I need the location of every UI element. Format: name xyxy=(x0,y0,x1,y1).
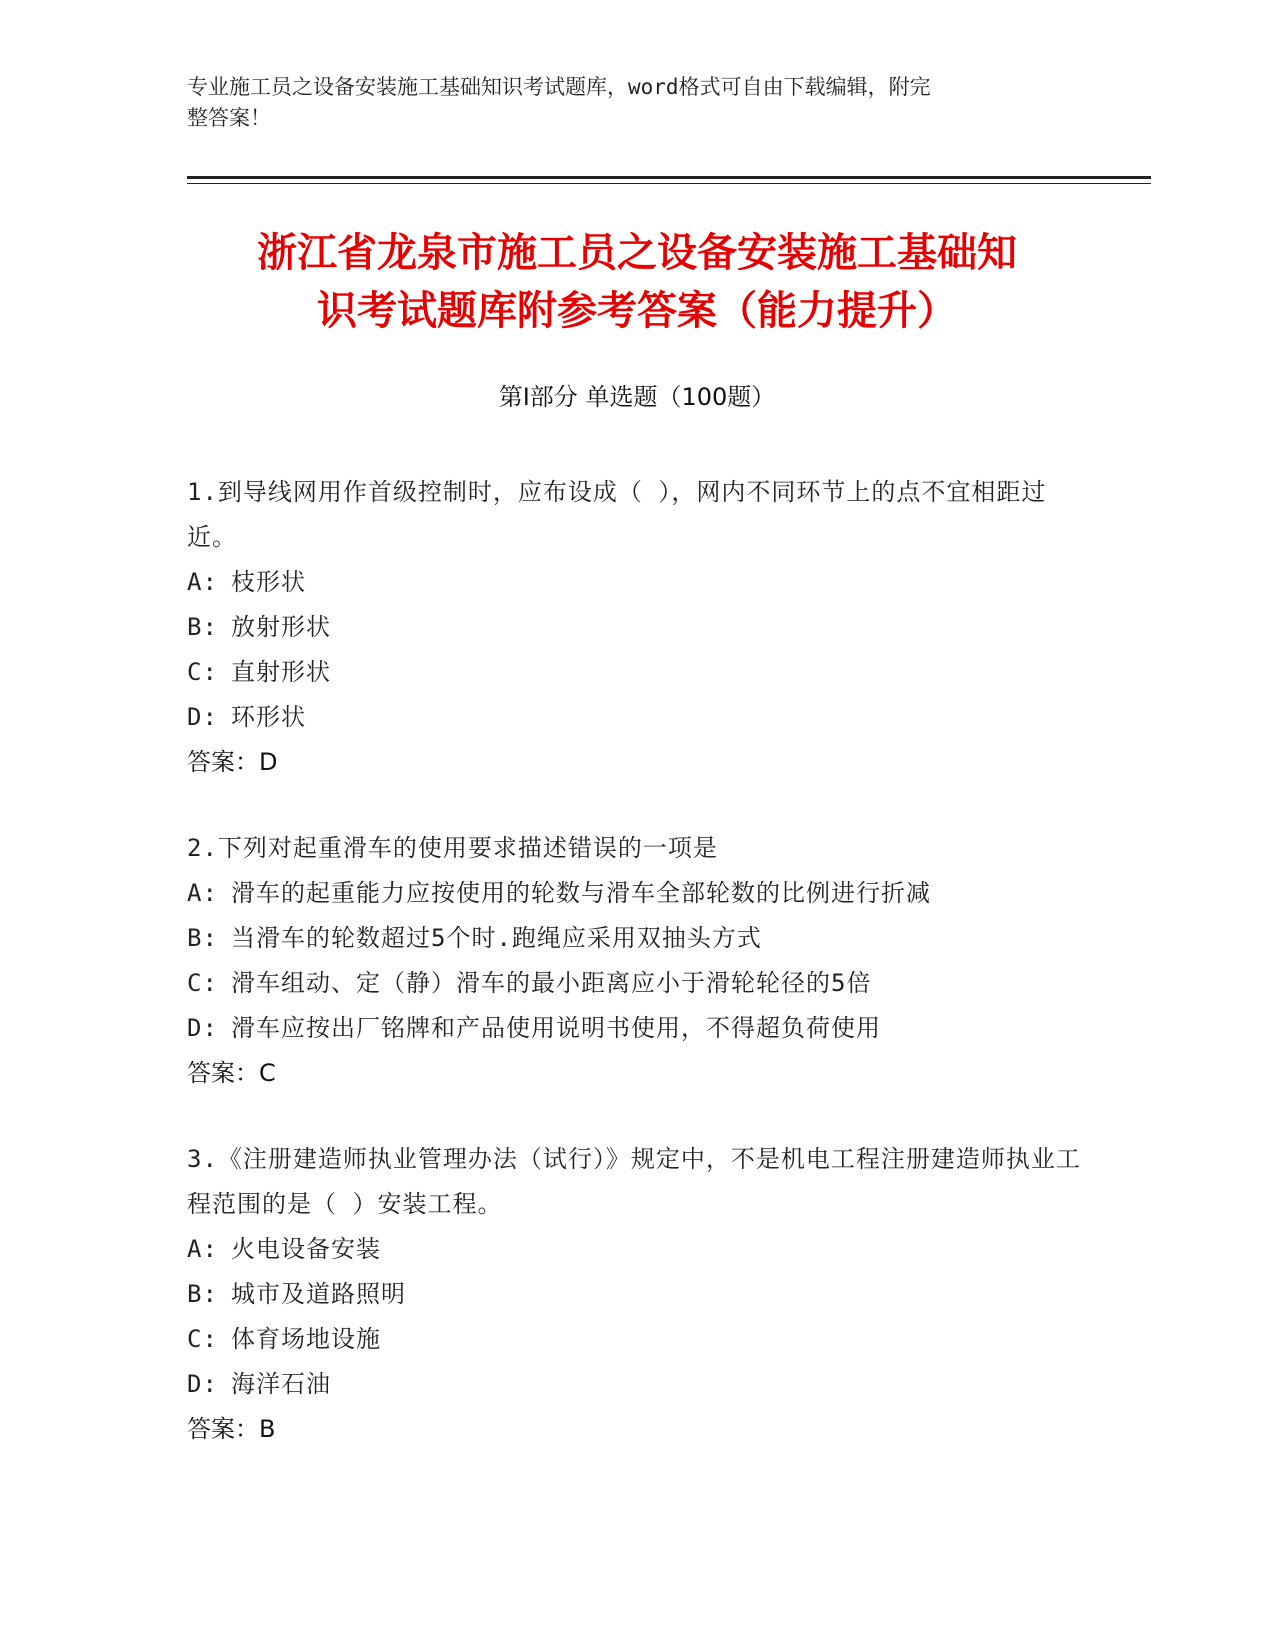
question-stem: 3.《注册建造师执业管理办法（试行）》规定中，不是机电工程注册建造师执业工程范围的是（ ）安装工程。 xyxy=(187,1145,1081,1218)
option-key: D: xyxy=(187,703,218,731)
question-1 xyxy=(187,470,1087,785)
option-text: 环形状 xyxy=(231,703,306,731)
option-key: A: xyxy=(187,1235,218,1263)
document-title-line-2: 识考试题库附参考答案（能力提升） xyxy=(317,288,957,334)
header-divider-thin xyxy=(187,183,1151,184)
option-b xyxy=(187,916,1087,961)
answer-line: 答案：B xyxy=(187,1415,276,1443)
option-d xyxy=(187,695,1087,740)
option-text: 城市及道路照明 xyxy=(231,1280,406,1308)
option-text: 滑车组动、定（静）滑车的最小距离应小于滑轮轮径的5倍 xyxy=(231,969,872,997)
question-list xyxy=(187,470,1087,1493)
answer-line: 答案：C xyxy=(187,1059,276,1087)
option-text: 体育场地设施 xyxy=(231,1325,381,1353)
option-text: 火电设备安装 xyxy=(231,1235,381,1263)
answer-line: 答案：D xyxy=(187,748,278,776)
option-text: 滑车的起重能力应按使用的轮数与滑车全部轮数的比例进行折减 xyxy=(231,879,931,907)
section-title: 第Ⅰ部分 单选题（100题） xyxy=(498,383,776,411)
option-a xyxy=(187,871,1087,916)
option-key: C: xyxy=(187,1325,218,1353)
question-stem: 1.到导线网用作首级控制时，应布设成（ ），网内不同环节上的点不宜相距过近。 xyxy=(187,478,1047,551)
option-c xyxy=(187,961,1087,1006)
option-text: 放射形状 xyxy=(231,613,331,641)
option-b xyxy=(187,1272,1087,1317)
question-2 xyxy=(187,826,1087,1096)
option-d xyxy=(187,1362,1087,1407)
option-text: 海洋石油 xyxy=(231,1370,331,1398)
question-3 xyxy=(187,1137,1087,1452)
option-a xyxy=(187,1227,1087,1272)
option-key: B: xyxy=(187,613,218,641)
document-title-line-1: 浙江省龙泉市施工员之设备安装施工基础知 xyxy=(257,230,1017,276)
option-key: D: xyxy=(187,1370,218,1398)
option-key: C: xyxy=(187,658,218,686)
option-c xyxy=(187,650,1087,695)
option-key: D: xyxy=(187,1014,218,1042)
option-a xyxy=(187,560,1087,605)
option-text: 直射形状 xyxy=(231,658,331,686)
question-stem: 2.下列对起重滑车的使用要求描述错误的一项是 xyxy=(187,834,718,862)
option-text: 滑车应按出厂铭牌和产品使用说明书使用，不得超负荷使用 xyxy=(231,1014,881,1042)
option-d xyxy=(187,1006,1087,1051)
option-b xyxy=(187,605,1087,650)
option-key: A: xyxy=(187,879,218,907)
option-key: A: xyxy=(187,568,218,596)
header-divider-thick xyxy=(187,176,1151,179)
option-text: 枝形状 xyxy=(231,568,306,596)
option-c xyxy=(187,1317,1087,1362)
option-key: C: xyxy=(187,969,218,997)
option-text: 当滑车的轮数超过5个时.跑绳应采用双抽头方式 xyxy=(231,924,762,952)
option-key: B: xyxy=(187,1280,218,1308)
option-key: B: xyxy=(187,924,218,952)
document-title xyxy=(187,224,1087,340)
header-note: 专业施工员之设备安装施工基础知识考试题库，word格式可自由下载编辑，附完 整答案！ xyxy=(187,75,931,130)
